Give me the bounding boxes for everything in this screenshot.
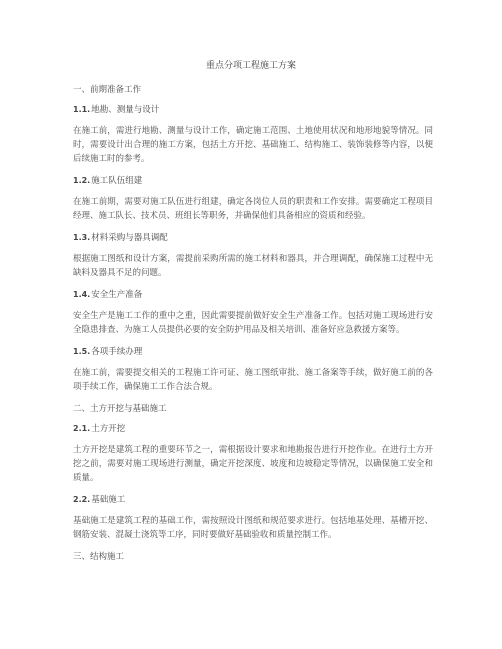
paragraph-2-2: 基础施工是建筑工程的基础工作，需按照设计图纸和规范要求进行。包括地基处理、基槽开挖、钢筋安装、混凝土浇筑等工序，同时要做好基础验收和质量控制工作。	[73, 516, 433, 540]
subsection-heading-1-4	[73, 289, 433, 301]
subsection-title: 安全生产准备	[91, 290, 143, 300]
subsection-number: 2.2.	[73, 495, 91, 504]
section-heading-1: 一、前期准备工作	[73, 85, 142, 95]
subsection-heading-1-1	[73, 104, 433, 116]
document-body	[73, 84, 433, 571]
section-heading-3: 三、结构施工	[73, 552, 125, 562]
subsection-number: 2.1.	[73, 424, 91, 433]
subsection-title: 土方开挖	[91, 424, 126, 434]
subsection-heading-2-1	[73, 423, 433, 435]
subsection-number: 1.2.	[73, 176, 91, 185]
subsection-number: 1.4.	[73, 290, 91, 299]
paragraph-1-4: 安全生产是施工工作的重中之重，因此需要提前做好安全生产准备工作。包括对施工现场进行安全隐患排查、为施工人员提供必要的安全防护用品及相关培训、准备好应急救援方案等。	[73, 311, 433, 335]
paragraph-1-1: 在施工前，需进行地勘、测量与设计工作，确定施工范围、土地使用状况和地形地貌等情况。同时，需要设计出合理的施工方案，包括土方开挖、基础施工、结构施工、装饰装修等内容，以便后续施工时的参考。	[73, 126, 433, 164]
paragraph-1-3: 根据施工图纸和设计方案，需提前采购所需的施工材料和器具，并合理调配，确保施工过程中无缺料及器具不足的问题。	[73, 254, 433, 278]
subsection-title: 施工队伍组建	[91, 176, 143, 186]
section-heading-2: 二、土方开挖与基础施工	[73, 404, 167, 414]
subsection-heading-2-2	[73, 494, 433, 506]
subsection-heading-1-3	[73, 232, 433, 244]
subsection-title: 基础施工	[91, 495, 126, 505]
subsection-title: 材料采购与器具调配	[91, 233, 168, 243]
subsection-heading-1-2	[73, 175, 433, 187]
subsection-title: 各项手续办理	[91, 347, 143, 357]
subsection-number: 1.1.	[73, 105, 91, 114]
subsection-title: 地勘、测量与设计	[91, 105, 160, 115]
subsection-heading-1-5	[73, 346, 433, 358]
subsection-number: 1.3.	[73, 233, 91, 242]
page-title: 重点分项工程施工方案	[205, 61, 296, 71]
subsection-number: 1.5.	[73, 347, 91, 356]
paragraph-2-1: 土方开挖是建筑工程的重要环节之一，需根据设计要求和地勘报告进行开挖作业。在进行土方开挖之前，需要对施工现场进行测量，确定开挖深度、坡度和边坡稳定等情况，以确保施工安全和质量。	[73, 445, 433, 483]
paragraph-1-2: 在施工前期，需要对施工队伍进行组建，确定各岗位人员的职责和工作安排。需要确定工程项目经理、施工队长、技术员、班组长等职务，并确保他们具备相应的资质和经验。	[73, 197, 433, 221]
paragraph-1-5: 在施工前，需要提交相关的工程施工许可证、施工图纸审批、施工备案等手续，做好施工前的各项手续工作，确保施工工作合法合规。	[73, 368, 433, 392]
